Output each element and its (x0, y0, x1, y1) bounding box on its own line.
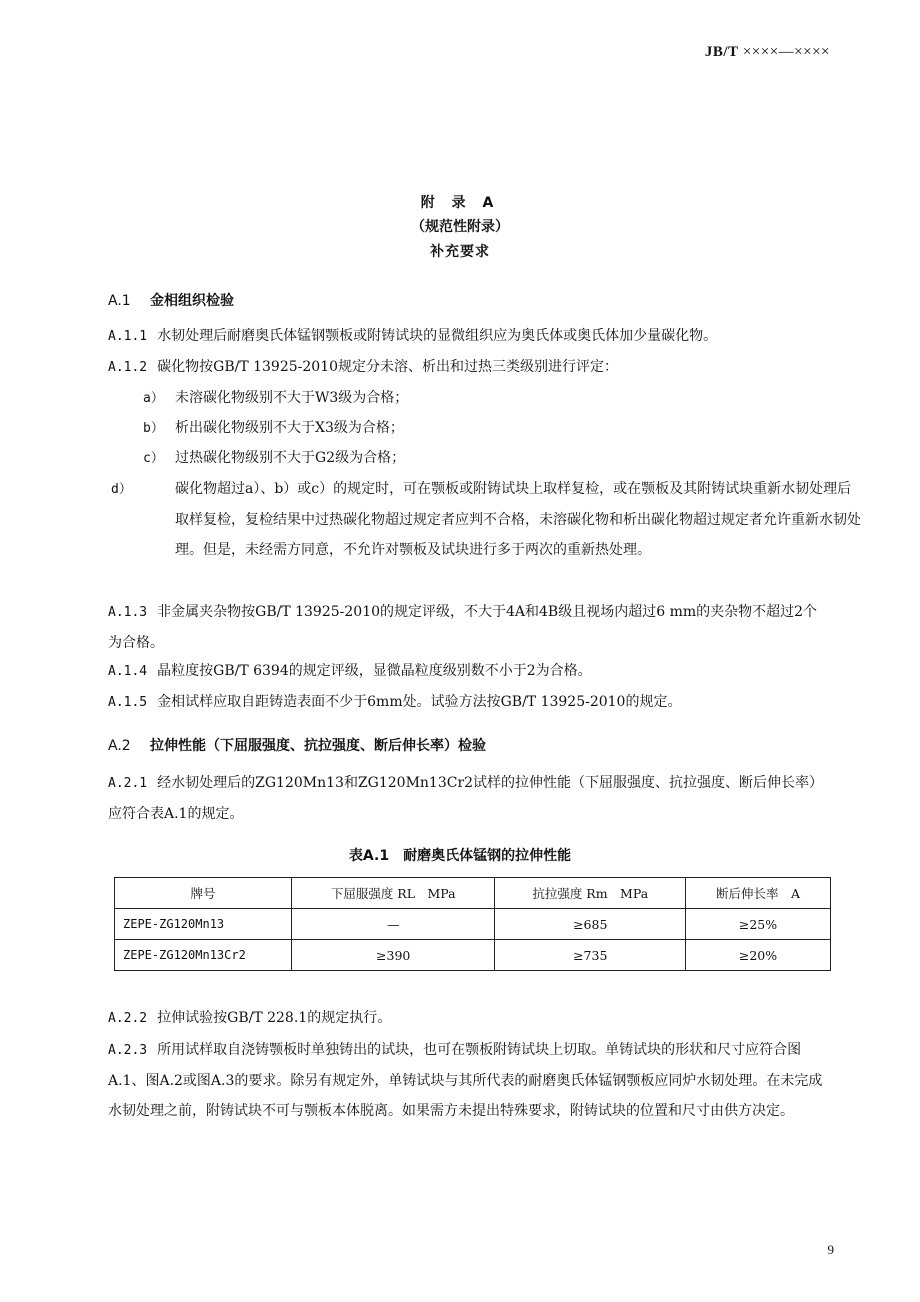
clause-number: A.2.2 (108, 1011, 148, 1026)
list-item-text: 未溶碳化物级别不大于W3级为合格； (175, 390, 409, 406)
section-number: A.1 (108, 293, 131, 309)
table-cell: ≥20% (686, 940, 831, 971)
standard-code-suffix: ××××—×××× (742, 44, 830, 60)
clause-a1-1 (108, 322, 830, 351)
clause-number: A.1.1 (108, 329, 148, 344)
tensile-properties-table (114, 877, 831, 971)
table-caption: 表A.1 耐磨奥氏体锰钢的拉伸性能 (348, 848, 572, 864)
section-a2-heading (108, 735, 486, 755)
section-title: 金相组织检验 (150, 293, 234, 309)
list-marker: c） (143, 451, 164, 466)
clause-text: 拉伸试验按GB/T 228.1的规定执行。 (157, 1010, 392, 1026)
table-header-cell: 下屈服强度 RL MPa (292, 878, 495, 909)
list-item-a (143, 384, 831, 413)
clause-text: 碳化物按GB/T 13925-2010规定分未溶、析出和过热三类级别进行评定： (157, 359, 619, 375)
list-item-text: 碳化物超过a）、b）或c）的规定时，可在颚板或附铸试块上取样复检，或在颚板及其附铸试块重新水韧处理后取样复检，复检结果中过热碳化物超过规定者应判不合格，未溶碳化物和析出碳化物超过规定者允许重新水韧处理。但是，未经需方同意，不允许对颚板及试块进行多于两次的重新热处理。 (175, 481, 861, 558)
clause-text: 经水韧处理后的ZG120Mn13和ZG120Mn13Cr2试样的拉伸性能（下屈服强度、抗拉强度、断后伸长率）应符合表A.1的规定。 (108, 775, 824, 822)
appendix-type: （规范性附录） (411, 219, 509, 235)
table-header-cell: 牌号 (115, 878, 292, 909)
table-header-cell: 断后伸长率 A (686, 878, 831, 909)
clause-number: A.2.1 (108, 776, 148, 791)
appendix-title: 附 录 A (420, 195, 500, 211)
clause-a2-1 (108, 768, 830, 829)
clause-number: A.1.3 (108, 605, 148, 620)
clause-number: A.2.3 (108, 1043, 148, 1058)
clause-a1-4 (108, 657, 830, 686)
list-item-text: 析出碳化物级别不大于X3级为合格； (175, 420, 404, 436)
clause-text: 水韧处理后耐磨奥氏体锰钢颚板或附铸试块的显微组织应为奥氏体或奥氏体加少量碳化物。 (157, 328, 718, 344)
table-cell: ZEPE-ZG120Mn13Cr2 (115, 940, 292, 971)
table-row (115, 940, 831, 971)
section-title: 拉伸性能（下屈服强度、抗拉强度、断后伸长率）检验 (150, 738, 486, 754)
list-marker: d） (111, 482, 132, 497)
clause-a2-3 (108, 1035, 830, 1126)
clause-a1-2 (108, 353, 830, 382)
table-row (115, 909, 831, 940)
clause-number: A.1.5 (108, 695, 148, 710)
list-item-b (143, 414, 831, 443)
table-cell: ≥390 (292, 940, 495, 971)
list-marker: b） (143, 421, 164, 436)
table-cell: ≥735 (495, 940, 686, 971)
clause-a2-2 (108, 1004, 830, 1033)
clause-text: 非金属夹杂物按GB/T 13925-2010的规定评级，不大于4A和4B级且视场内超过6 mm的夹杂物不超过2个为合格。 (108, 604, 818, 651)
standard-code-header (705, 44, 830, 61)
table-header-row (115, 878, 831, 909)
clause-text: 金相试样应取自距铸造表面不少于6mm处。试验方法按GB/T 13925-2010的规定。 (157, 694, 682, 710)
section-number: A.2 (108, 738, 131, 754)
list-item-c (143, 444, 831, 473)
clause-a1-5 (108, 688, 830, 717)
clause-a1-3 (108, 597, 830, 658)
page-number: 9 (827, 1242, 834, 1257)
list-item-text: 过热碳化物级别不大于G2级为合格； (175, 450, 406, 466)
table-header-cell: 抗拉强度 Rm MPa (495, 878, 686, 909)
section-a1-heading (108, 290, 234, 310)
table-cell: ZEPE-ZG120Mn13 (115, 909, 292, 940)
list-marker: a） (143, 391, 164, 406)
standard-code-prefix: JB/T (704, 44, 739, 60)
list-item-d (111, 474, 863, 565)
clause-number: A.1.4 (108, 664, 148, 679)
clause-text: 晶粒度按GB/T 6394的规定评级，显微晶粒度级别数不小于2为合格。 (157, 663, 592, 679)
appendix-subtitle: 补充要求 (430, 244, 490, 260)
table-cell: — (292, 909, 495, 940)
clause-number: A.1.2 (108, 360, 148, 375)
table-cell: ≥25% (686, 909, 831, 940)
table-cell: ≥685 (495, 909, 686, 940)
clause-text: 所用试样取自浇铸颚板时单独铸出的试块，也可在颚板附铸试块上切取。单铸试块的形状和尺寸应符合图A.1、图A.2或图A.3的要求。除另有规定外，单铸试块与其所代表的耐磨奥氏体锰钢颚板应同炉水韧处理。在未完成水韧处理之前，附铸试块不可与颚板本体脱离。如果需方未提出特殊要求，附铸试块的位置和尺寸由供方决定。 (108, 1042, 823, 1119)
